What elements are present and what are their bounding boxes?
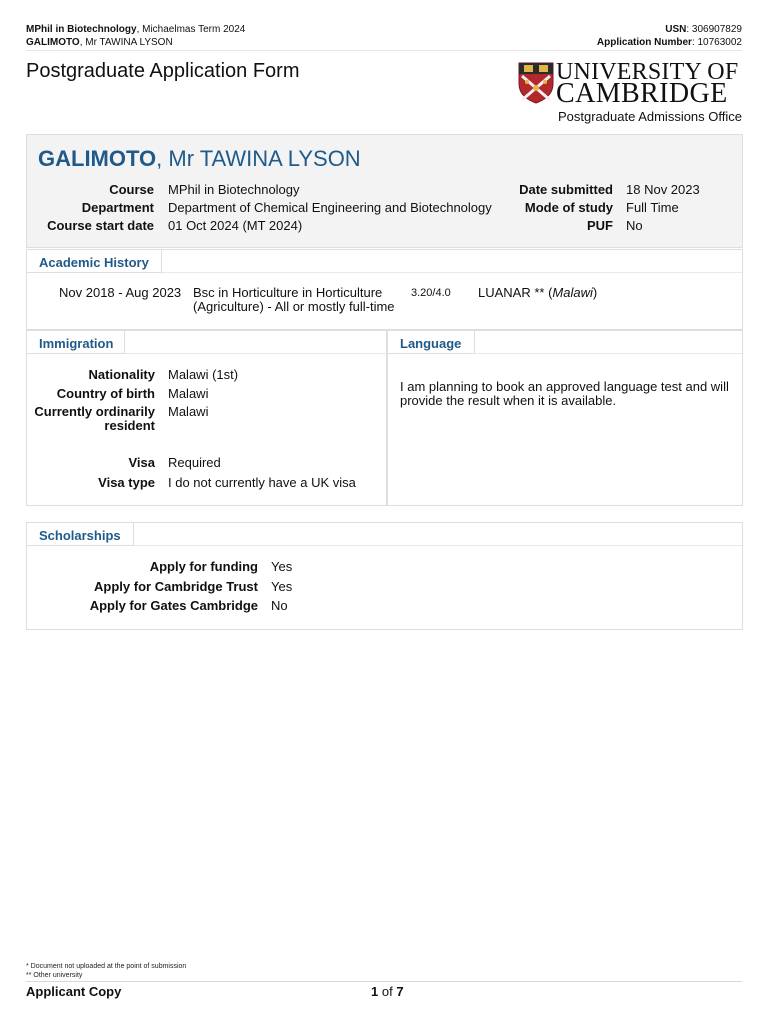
institution-name: LUANAR ** ( bbox=[478, 285, 553, 300]
header-right bbox=[597, 24, 742, 49]
course-start-label: Course start date bbox=[47, 218, 154, 233]
footer-divider bbox=[26, 981, 742, 982]
academic-history-title: Academic History bbox=[26, 249, 162, 273]
usn-label: USN bbox=[665, 24, 687, 35]
logo-text-line2: CAMBRIDGE bbox=[556, 78, 728, 109]
visa-value: Required bbox=[168, 455, 221, 470]
date-submitted-label: Date submitted bbox=[519, 182, 613, 197]
language-panel bbox=[387, 330, 743, 506]
academic-institution: LUANAR ** (Malawi) bbox=[478, 285, 598, 300]
admissions-office: Postgraduate Admissions Office bbox=[557, 109, 742, 124]
header-given: , Mr TAWINA LYSON bbox=[79, 36, 173, 48]
country-of-birth-value: Malawi bbox=[168, 386, 209, 401]
applicant-copy-label: Applicant Copy bbox=[26, 984, 122, 999]
course-start-value: 01 Oct 2024 (MT 2024) bbox=[168, 218, 303, 233]
immigration-title: Immigration bbox=[26, 330, 125, 354]
nationality-label: Nationality bbox=[88, 367, 155, 382]
header-divider bbox=[26, 50, 742, 51]
department-value: Department of Chemical Engineering and Biotechnology bbox=[168, 200, 492, 215]
language-text-line2: provide the result when it is available. bbox=[400, 393, 617, 408]
scholarships-panel bbox=[26, 522, 743, 630]
cambridge-trust-value: Yes bbox=[271, 579, 293, 594]
puf-label: PUF bbox=[587, 218, 613, 233]
header-program: MPhil in Biotechnology bbox=[26, 24, 137, 35]
funding-value: Yes bbox=[271, 559, 293, 574]
scholarships-title: Scholarships bbox=[26, 522, 134, 546]
footer-notes bbox=[26, 963, 186, 980]
total-pages: 7 bbox=[396, 984, 404, 999]
applicant-name bbox=[38, 146, 361, 172]
department-label: Department bbox=[81, 200, 154, 215]
applicant-surname: GALIMOTO bbox=[38, 146, 157, 171]
course-label: Course bbox=[109, 182, 154, 197]
institution-country: Malawi bbox=[552, 285, 593, 300]
appnum-value: : 10763002 bbox=[691, 36, 742, 48]
course-value: MPhil in Biotechnology bbox=[168, 182, 300, 197]
visa-type-label: Visa type bbox=[98, 475, 155, 490]
gates-cambridge-value: No bbox=[271, 598, 288, 613]
footnote-document: * Document not uploaded at the point of submission bbox=[26, 963, 187, 970]
applicant-given: , Mr TAWINA LYSON bbox=[156, 146, 361, 171]
nationality-value: Malawi (1st) bbox=[168, 367, 239, 382]
university-logo bbox=[518, 61, 744, 107]
header-left bbox=[26, 24, 245, 49]
current-page: 1 bbox=[371, 984, 379, 999]
usn-value: : 306907829 bbox=[686, 24, 742, 35]
header-program-line bbox=[26, 24, 245, 37]
header-usn-line bbox=[597, 24, 742, 37]
academic-degree-line1: Bsc in Horticulture in Horticulture bbox=[193, 285, 383, 300]
cambridge-shield-icon bbox=[518, 62, 554, 104]
footnote-university: ** Other university bbox=[26, 971, 83, 979]
academic-degree-line2: (Agriculture) - All or mostly full-time bbox=[193, 299, 395, 314]
header-appnum-line bbox=[597, 37, 742, 50]
mode-of-study-label: Mode of study bbox=[524, 200, 613, 215]
language-title: Language bbox=[387, 330, 475, 354]
country-of-birth-label: Country of birth bbox=[56, 386, 155, 401]
date-submitted-value: 18 Nov 2023 bbox=[626, 182, 700, 197]
logo-text-line1: UNIVERSITY OF bbox=[556, 59, 739, 85]
academic-grade: 3.20/4.0 bbox=[411, 287, 451, 299]
cambridge-trust-label: Apply for Cambridge Trust bbox=[94, 579, 258, 594]
mode-of-study-value: Full Time bbox=[626, 200, 679, 215]
page-number: 1 of 7 bbox=[371, 984, 404, 999]
visa-type-value: I do not currently have a UK visa bbox=[168, 475, 356, 490]
immigration-panel bbox=[26, 330, 387, 506]
gates-cambridge-label: Apply for Gates Cambridge bbox=[89, 598, 258, 613]
academic-dates: Nov 2018 - Aug 2023 bbox=[59, 285, 182, 300]
header-surname: GALIMOTO bbox=[26, 36, 80, 48]
applicant-summary bbox=[26, 134, 743, 248]
appnum-label: Application Number bbox=[596, 36, 692, 48]
page-title: Postgraduate Application Form bbox=[26, 60, 300, 82]
resident-value: Malawi bbox=[168, 404, 209, 419]
language-text-line1: I am planning to book an approved language test and will bbox=[400, 379, 729, 394]
funding-label: Apply for funding bbox=[149, 559, 258, 574]
puf-value: No bbox=[626, 218, 643, 233]
visa-label: Visa bbox=[128, 455, 155, 470]
resident-label: Currently ordinarily resident bbox=[34, 404, 155, 433]
header-term: , Michaelmas Term 2024 bbox=[136, 24, 246, 35]
header-name-line bbox=[26, 37, 245, 50]
academic-history-panel bbox=[26, 249, 743, 330]
